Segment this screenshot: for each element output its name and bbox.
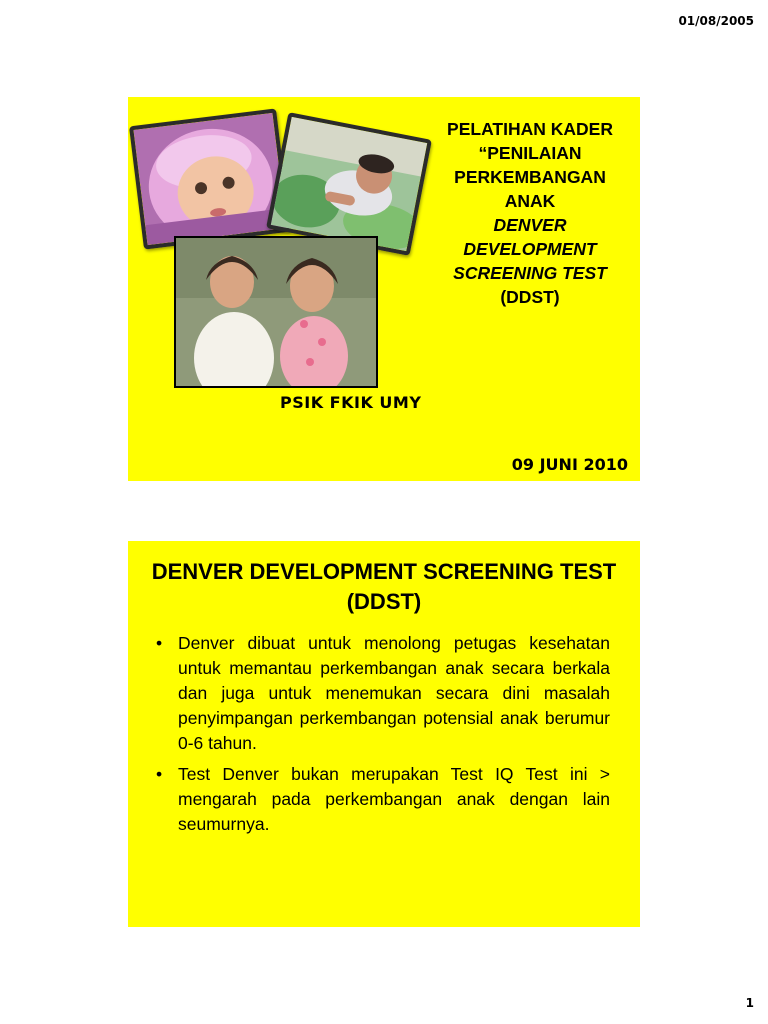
- bullet-icon: •: [156, 633, 163, 653]
- crawling-baby-photo: [266, 112, 432, 256]
- list-item: [154, 762, 610, 837]
- title-line: “PENILAIAN: [478, 143, 582, 163]
- list-item-text: Denver dibuat untuk menolong petugas kesehatan untuk memantau perkembangan anak secara berkala dan juga untuk menemukan secara dini masalah penyimpangan perkembangan potensial anak berumur 0-6 tahun.: [178, 633, 610, 753]
- page-number: 1: [745, 996, 754, 1010]
- list-item-text: Test Denver bukan merupakan Test IQ Test ini > mengarah pada perkembangan anak dengan lain seumurnya.: [178, 764, 610, 834]
- bullet-icon: •: [156, 764, 163, 784]
- two-girls-photo: [174, 236, 378, 388]
- slide2-title: DENVER DEVELOPMENT SCREENING TEST (DDST): [151, 559, 617, 614]
- title-line: PELATIHAN KADER: [447, 119, 613, 139]
- list-item: [154, 631, 610, 756]
- organization-label: PSIK FKIK UMY: [280, 393, 422, 412]
- slide-title: [128, 97, 640, 481]
- title-abbreviation: (DDST): [500, 287, 560, 307]
- subtitle-line: SCREENING TEST: [453, 263, 607, 283]
- baby-in-hood-photo: [129, 108, 291, 249]
- slide-ddst-description: [128, 541, 640, 927]
- slide1-title: [428, 117, 632, 309]
- slide1-date: 09 JUNI 2010: [511, 455, 628, 474]
- title-line: PERKEMBANGAN: [454, 167, 606, 187]
- title-line: ANAK: [504, 191, 556, 211]
- header-date: 01/08/2005: [678, 14, 754, 28]
- subtitle-line: DENVER: [493, 215, 567, 235]
- subtitle-line: DEVELOPMENT: [463, 239, 597, 259]
- bullet-list: [154, 631, 610, 843]
